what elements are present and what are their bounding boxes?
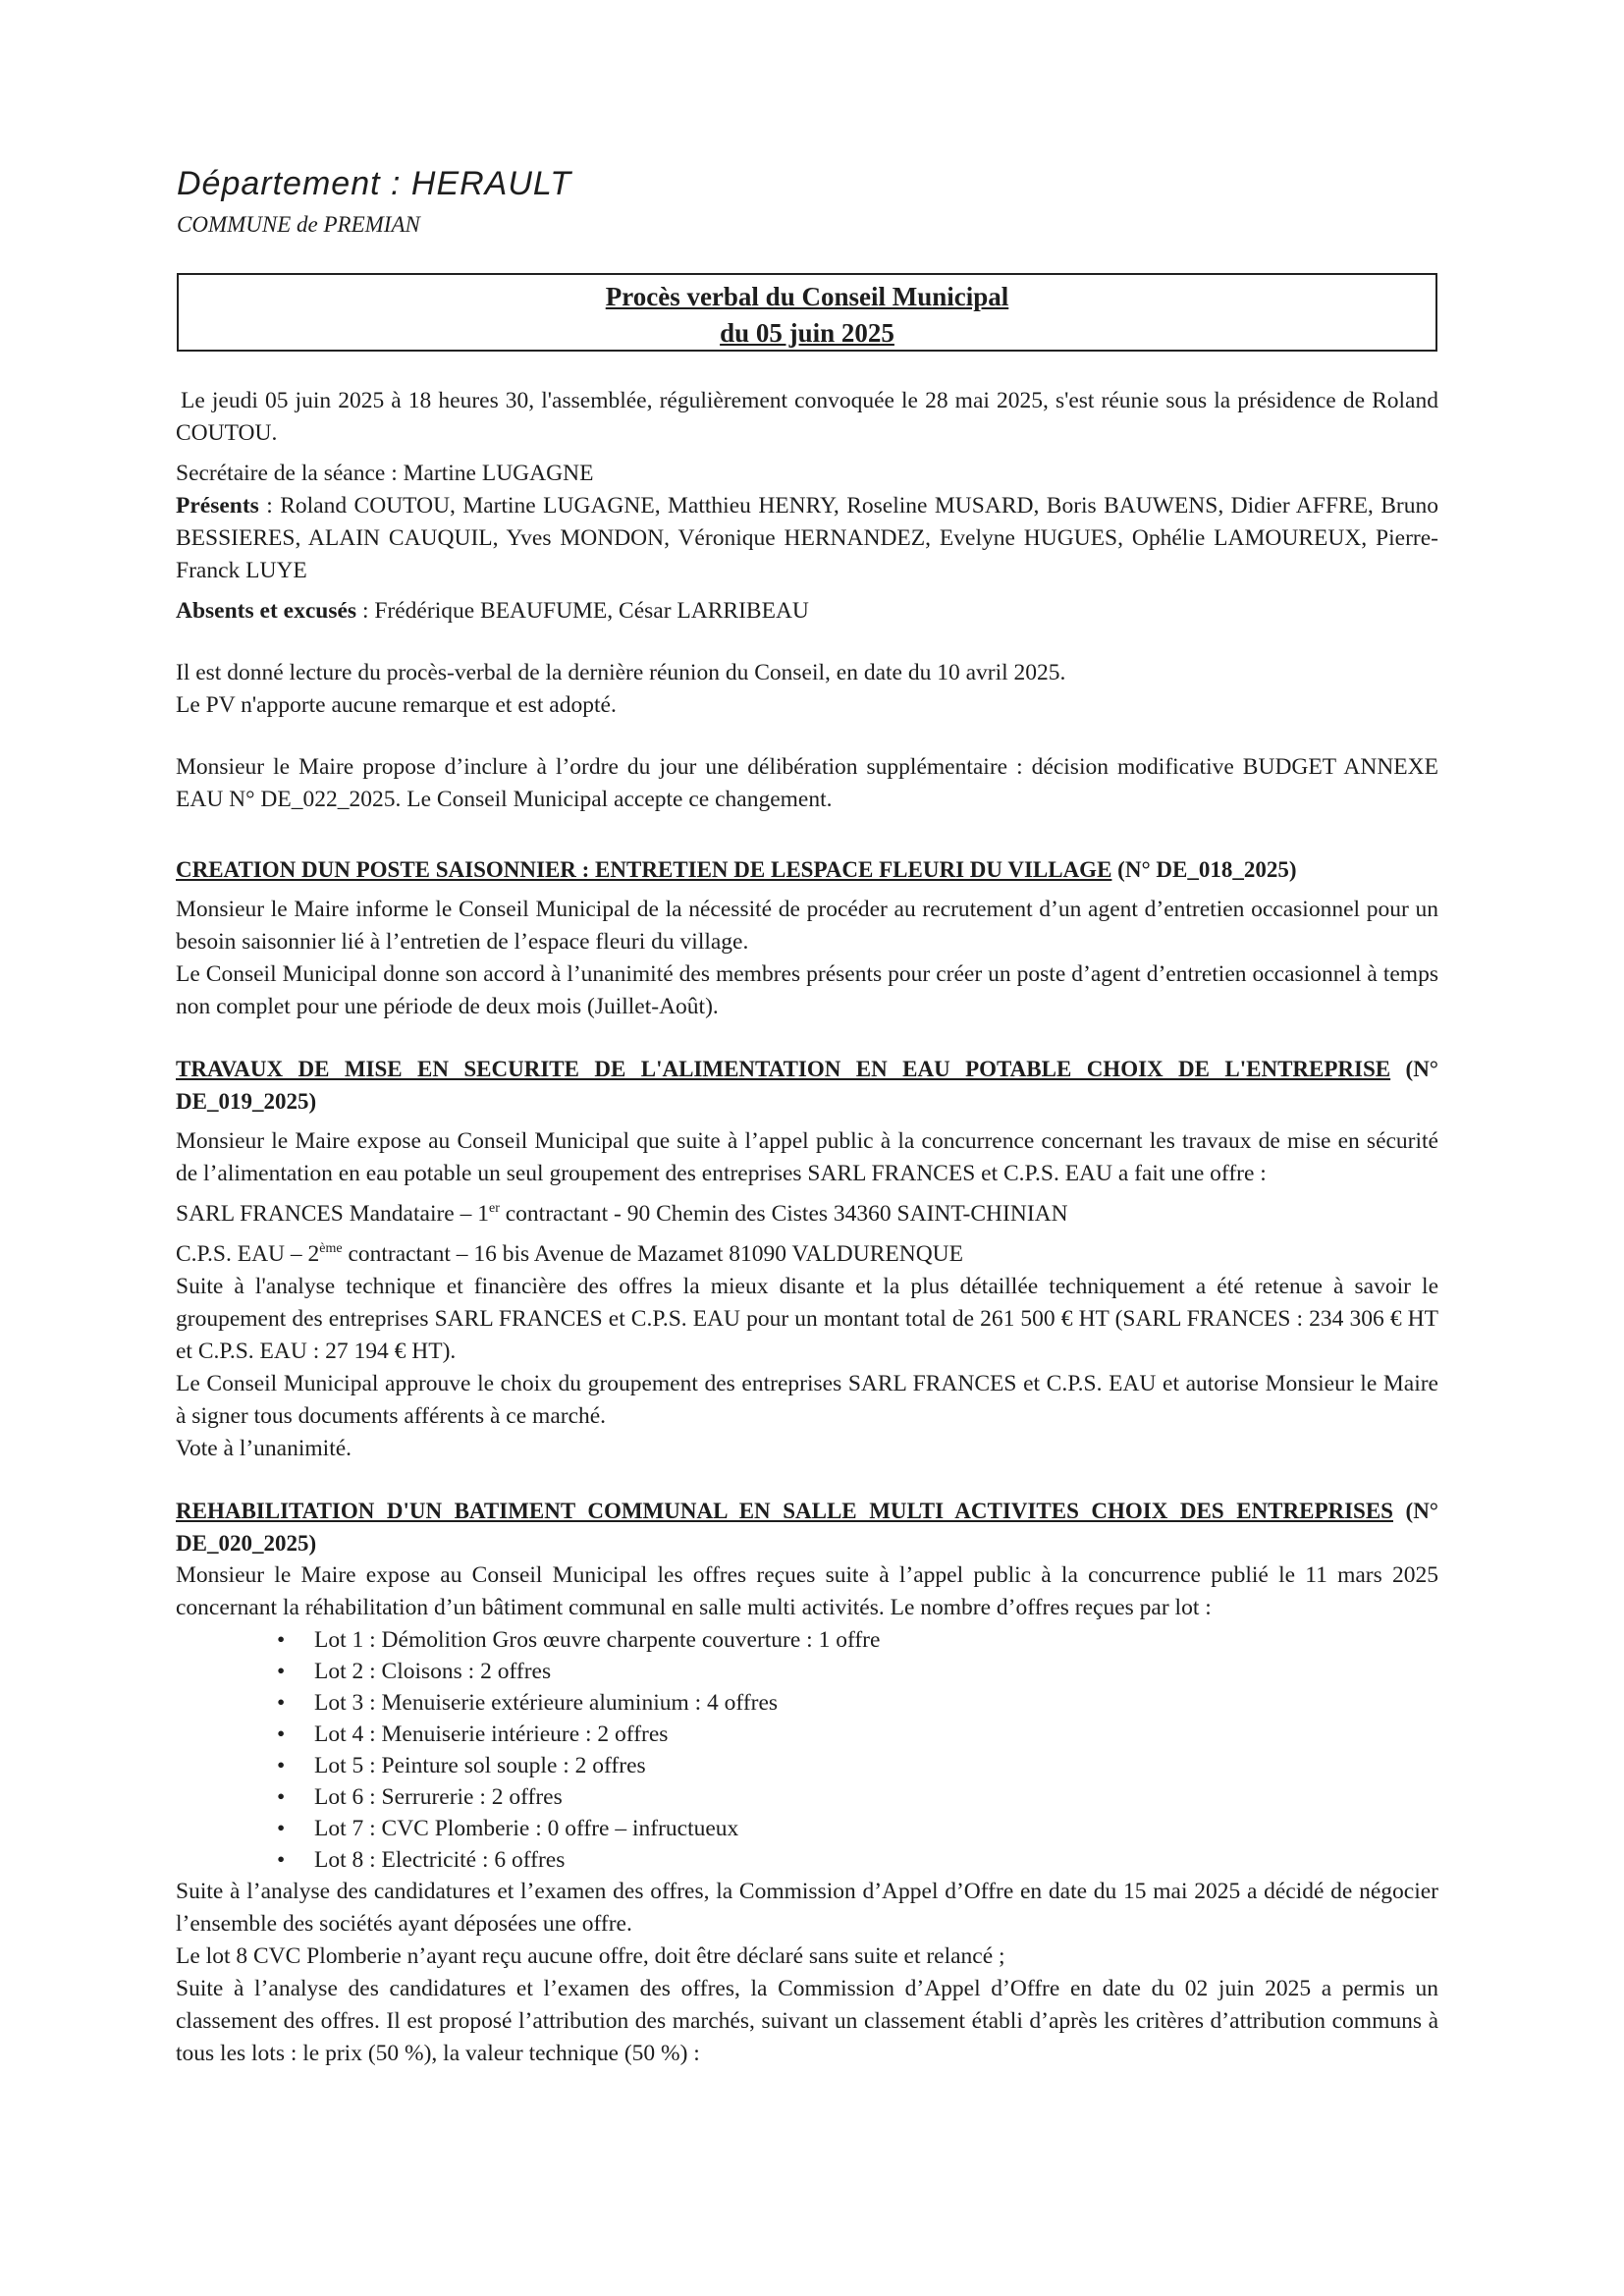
present-label: Présents	[176, 493, 259, 519]
document-title: Procès verbal du Conseil Municipal	[605, 282, 1009, 311]
list-item: • Lot 5 : Peinture sol souple : 2 offres	[277, 1750, 1438, 1781]
document-body	[176, 385, 1438, 2070]
absent-members	[176, 595, 1438, 628]
absent-names: : Frédérique BEAUFUME, César LARRIBEAU	[356, 598, 809, 624]
section2-paragraph: Monsieur le Maire expose au Conseil Municipal que suite à l’appel public à la concurrence concernant les travaux de mise en sécurité de l’alimentation en eau potable un seul groupement des entreprises SARL FRANCES et C.P.S. EAU a fait une offre :	[176, 1128, 1438, 1186]
list-item: • Lot 6 : Serrurerie : 2 offres	[277, 1781, 1438, 1813]
section3-negotiation: Suite à l’analyse des candidatures et l’examen des offres, la Commission d’Appel d’Offre en date du 15 mai 2025 a décidé de négocier l’ensemble des sociétés ayant déposées une offre.	[176, 1879, 1438, 1937]
list-item: • Lot 8 : Electricité : 6 offres	[277, 1844, 1438, 1876]
document-date: du 05 juin 2025	[720, 318, 894, 348]
secretary-line: Secrétaire de la séance : Martine LUGAGNE	[176, 461, 594, 486]
reading-line: Il est donné lecture du procès-verbal de la dernière réunion du Conseil, en date du 10 avril 2025.	[176, 660, 1066, 685]
absent-label: Absents et excusés	[176, 598, 357, 624]
section-heading-seasonal-post: CREATION DUN POSTE SAISONNIER : ENTRETIEN DE LESPACE FLEURI DU VILLAGE (N° DE_018_2025)	[176, 857, 1297, 882]
list-item: • Lot 4 : Menuiserie intérieure : 2 offres	[277, 1719, 1438, 1750]
list-item: • Lot 2 : Cloisons : 2 offres	[277, 1656, 1438, 1687]
present-names: : Roland COUTOU, Martine LUGAGNE, Matthieu HENRY, Roseline MUSARD, Boris BAUWENS, Didier AFFRE, Bruno BESSIERES, ALAIN CAUQUIL, Yves MONDON, Véronique HERNANDEZ, Evelyne HUGUES, Ophélie LAMOUREUX, Pierre-Franck LUYE	[176, 493, 1438, 583]
commune-name: COMMUNE de PREMIAN	[177, 212, 420, 237]
lots-list	[176, 1624, 1438, 1876]
section2-vote: Vote à l’unanimité.	[176, 1436, 352, 1461]
list-item: • Lot 1 : Démolition Gros œuvre charpente couverture : 1 offre	[277, 1624, 1438, 1656]
section3-ranking: Suite à l’analyse des candidatures et l’examen des offres, la Commission d’Appel d’Offre en date du 02 juin 2025 a permis un classement des offres. Il est proposé l’attribution des marchés, suivant un classement établi d’après les critères d’attribution communs à tous les lots : le prix (50 %), la valeur technique (50 %) :	[176, 1976, 1438, 2066]
intro-paragraph: Le jeudi 05 juin 2025 à 18 heures 30, l'assemblée, régulièrement convoquée le 28 mai 2025, s'est réunie sous la présidence de Roland COUTOU.	[176, 388, 1438, 446]
adoption-line: Le PV n'apporte aucune remarque et est adopté.	[176, 692, 617, 718]
section2-analysis: Suite à l'analyse technique et financière des offres la mieux disante et la plus détaillée techniquement a été retenue à savoir le groupement des entreprises SARL FRANCES et C.P.S. EAU pour un montant total de 261 500 € HT (SARL FRANCES : 234 306 € HT et C.P.S. EAU : 27 194 € HT).	[176, 1274, 1438, 1364]
contractor-2: C.P.S. EAU – 2ème contractant – 16 bis Avenue de Mazamet 81090 VALDURENQUE	[176, 1241, 964, 1267]
section1-paragraph: Monsieur le Maire informe le Conseil Municipal de la nécessité de procéder au recrutement d’un agent d’entretien occasionnel pour un besoin saisonnier lié à l’entretien de l’espace fleuri du village.	[176, 897, 1438, 955]
section2-approval: Le Conseil Municipal approuve le choix du groupement des entreprises SARL FRANCES et C.P.S. EAU et autorise Monsieur le Maire à signer tous documents afférents à ce marché.	[176, 1371, 1438, 1429]
title-box	[177, 273, 1437, 352]
section-heading-rehabilitation: REHABILITATION D'UN BATIMENT COMMUNAL EN SALLE MULTI ACTIVITES CHOIX DES ENTREPRISES (N° DE_020_2025)	[176, 1499, 1439, 1556]
section3-paragraph: Monsieur le Maire expose au Conseil Municipal les offres reçues suite à l’appel public à la concurrence publié le 11 mars 2025 concernant la réhabilitation d’un bâtiment communal en salle multi activités. Le nombre d’offres reçues par lot :	[176, 1562, 1438, 1620]
agenda-paragraph: Monsieur le Maire propose d’inclure à l’ordre du jour une délibération supplémentaire : décision modificative BUDGET ANNEXE EAU N° DE_022_2025. Le Conseil Municipal accepte ce changement.	[176, 754, 1438, 812]
contractor-1: SARL FRANCES Mandataire – 1er contractant - 90 Chemin des Cistes 34360 SAINT-CHINIAN	[176, 1201, 1068, 1227]
section-heading-water-works: TRAVAUX DE MISE EN SECURITE DE L'ALIMENTATION EN EAU POTABLE CHOIX DE L'ENTREPRISE (N° DE_019_2025)	[176, 1057, 1438, 1114]
list-item: • Lot 7 : CVC Plomberie : 0 offre – infructueux	[277, 1813, 1438, 1844]
section1-decision: Le Conseil Municipal donne son accord à l’unanimité des membres présents pour créer un poste d’agent d’entretien occasionnel à temps non complet pour une période de deux mois (Juillet-Août).	[176, 961, 1438, 1019]
department-header: Département : HERAULT	[177, 165, 572, 202]
present-members	[176, 490, 1438, 587]
list-item: • Lot 3 : Menuiserie extérieure aluminium : 4 offres	[277, 1687, 1438, 1719]
section3-lot-relaunch: Le lot 8 CVC Plomberie n’ayant reçu aucune offre, doit être déclaré sans suite et relancé ;	[176, 1943, 1005, 1969]
